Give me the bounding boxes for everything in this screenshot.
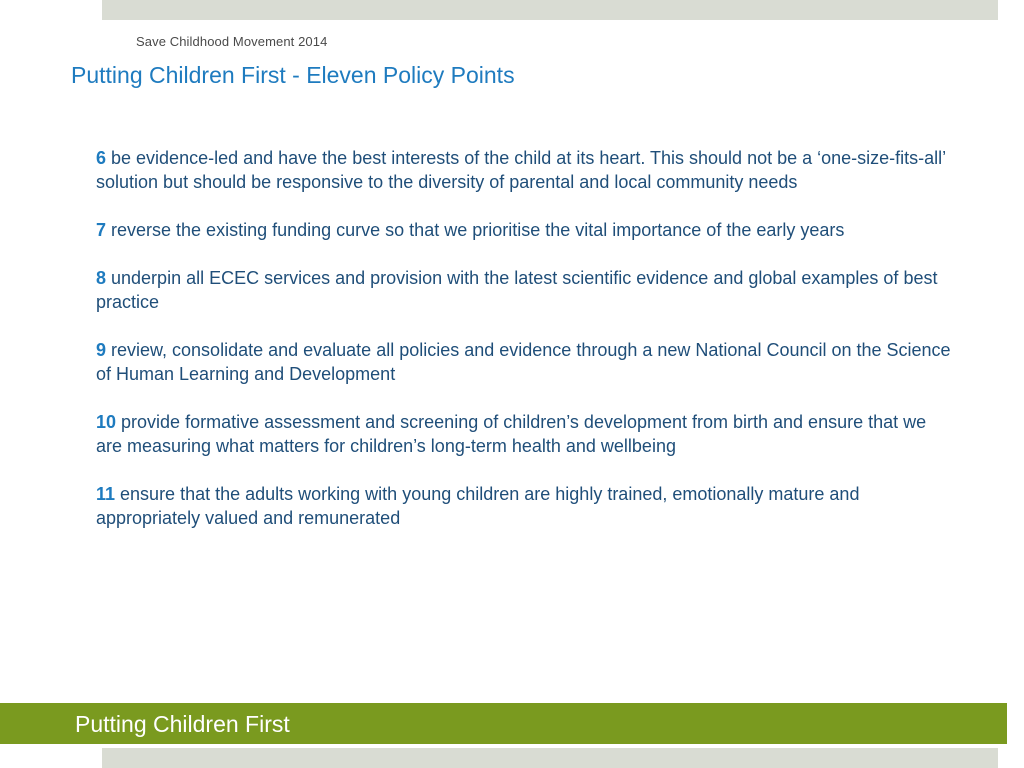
slide-title: Putting Children First - Eleven Policy Points [71, 62, 515, 88]
policy-point-number: 6 [96, 148, 107, 168]
slide-subtitle: Save Childhood Movement 2014 [136, 34, 328, 49]
policy-point-7 [96, 218, 956, 242]
footer-bar [0, 703, 1007, 744]
policy-point-11 [96, 482, 956, 530]
policy-point-text: ensure that the adults working with young children are highly trained, emotionally mature and appropriately valued and remunerated [96, 484, 860, 528]
policy-points-list [96, 146, 956, 554]
policy-point-text: reverse the existing funding curve so that we prioritise the vital importance of the early years [106, 220, 845, 240]
policy-point-number: 11 [96, 484, 116, 504]
policy-point-text: review, consolidate and evaluate all policies and evidence through a new National Council on the Science of Human Learning and Development [96, 340, 951, 384]
footer-title: Putting Children First [75, 711, 290, 737]
policy-point-6 [96, 146, 956, 194]
policy-point-10 [96, 410, 956, 458]
top-decor-bar [102, 0, 998, 20]
policy-point-text: provide formative assessment and screening of children’s development from birth and ensure that we are measuring what matters for children’s long-term health and wellbeing [96, 412, 927, 456]
policy-point-number: 7 [96, 220, 107, 240]
policy-point-text: be evidence-led and have the best interests of the child at its heart. This should not be a ‘one-size-fits-all’ solution but should be responsive to the diversity of parental and local community needs [96, 148, 946, 192]
policy-point-text: underpin all ECEC services and provision with the latest scientific evidence and global examples of best practice [96, 268, 938, 312]
policy-point-9 [96, 338, 956, 386]
policy-point-number: 8 [96, 268, 107, 288]
policy-point-8 [96, 266, 956, 314]
policy-point-number: 10 [96, 412, 117, 432]
bottom-decor-bar [102, 748, 998, 768]
policy-point-number: 9 [96, 340, 107, 360]
